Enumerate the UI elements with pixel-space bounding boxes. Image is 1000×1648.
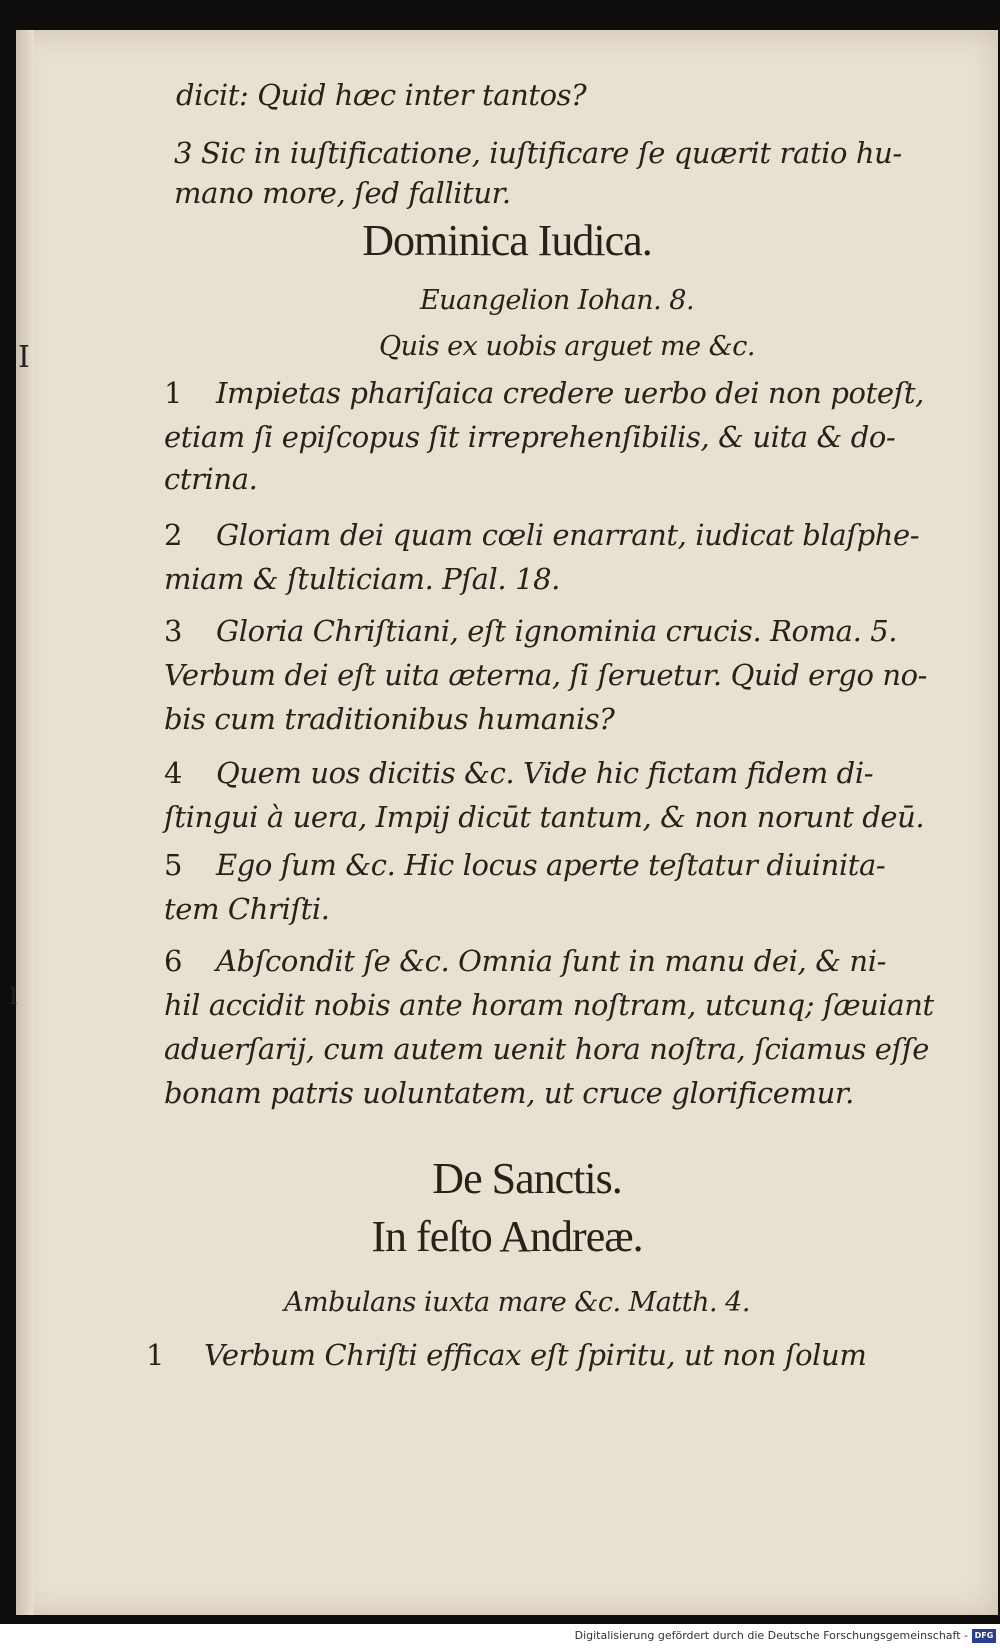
book-page [10,30,998,1615]
item-text: Quem uos dicitis &c. Vide hic fictam fidem di- [216,756,874,790]
text-line [164,518,919,552]
item-number: 1 [146,1338,165,1372]
text-line: dicit: Quid hæc inter tantos? [176,78,587,112]
text-line [164,1032,929,1066]
text-line [164,420,895,454]
item-text: Abſcondit ſe &c. Omnia ſunt in manu dei, & ni- [216,944,886,978]
margin-mark: I [18,340,30,375]
item-text: tem Chriſti. [164,892,330,926]
text-line [164,848,885,882]
text-line [164,614,897,648]
item-text: aduerſarij, cum autem uenit hora noſtra, ſciamus eſſe [164,1032,929,1066]
text-line [164,800,924,834]
section-subheading: Ambulans iuxta mare &c. Matth. 4. [284,1287,750,1318]
section-subheading: Quis ex uobis arguet me &c. [379,331,755,362]
text-line [164,988,934,1022]
text-line [164,702,614,736]
item-text: Impietas phariſaica credere uerbo dei non poteſt, [216,376,924,410]
item-text: hil accidit nobis ante horam noſtram, utcunq; ſæuiant [164,988,934,1022]
item-text: Gloria Chriſtiani, eſt ignominia crucis. Roma. 5. [216,614,898,648]
text-line [164,756,873,790]
item-text: miam & ſtulticiam. Pſal. 18. [164,562,560,596]
margin-mark: l [10,985,18,1010]
item-text: ctrina. [164,462,258,496]
text-line: 3 Sic in iuſtificatione, iuſtificare ſe quærit ratio hu- [174,136,902,170]
item-text: bis cum traditionibus humanis? [164,702,615,736]
item-number: 3 [164,614,183,648]
item-text: etiam ſi epiſcopus ſit irreprehenſibilis, & uita & do- [164,420,896,454]
page-gutter [16,30,34,1615]
text-line: mano more, ſed fallitur. [174,176,511,210]
item-text: Verbum dei eſt uita æterna, ſi ſeruetur. Quid ergo no- [164,658,928,692]
item-number: 5 [164,848,183,882]
item-number: 6 [164,944,183,978]
text-line [146,1338,866,1372]
item-text: ſtingui à uera, Impij dicūt tantum, & non norunt deū. [164,800,925,834]
item-number: 2 [164,518,183,552]
footer-bar [0,1624,1000,1648]
text-line [164,376,924,410]
text-line [164,892,330,926]
item-number: 1 [164,376,183,410]
section-subheading: Euangelion Iohan. 8. [419,285,695,316]
section-heading: In feſto Andreæ. [371,1212,643,1261]
item-text: Ego ſum &c. Hic locus aperte teſtatur diuinita- [216,848,886,882]
item-text: Verbum Chriſti efficax eſt ſpiritu, ut non ſolum [204,1338,867,1372]
text-line [164,1076,854,1110]
dfg-logo-icon: DFG [972,1629,996,1643]
section-heading: De Sanctis. [432,1154,622,1203]
text-line [164,944,886,978]
text-line [164,562,560,596]
text-line [164,462,257,496]
item-text: Gloriam dei quam cœli enarrant, iudicat blaſphe- [216,518,920,552]
funding-credit: Digitalisierung gefördert durch die Deutsche Forschungsgemeinschaft - [574,1629,968,1642]
text-line [164,658,927,692]
item-number: 4 [164,756,183,790]
item-text: bonam patris uoluntatem, ut cruce glorificemur. [164,1076,854,1110]
section-heading: Dominica Iudica. [362,216,652,265]
